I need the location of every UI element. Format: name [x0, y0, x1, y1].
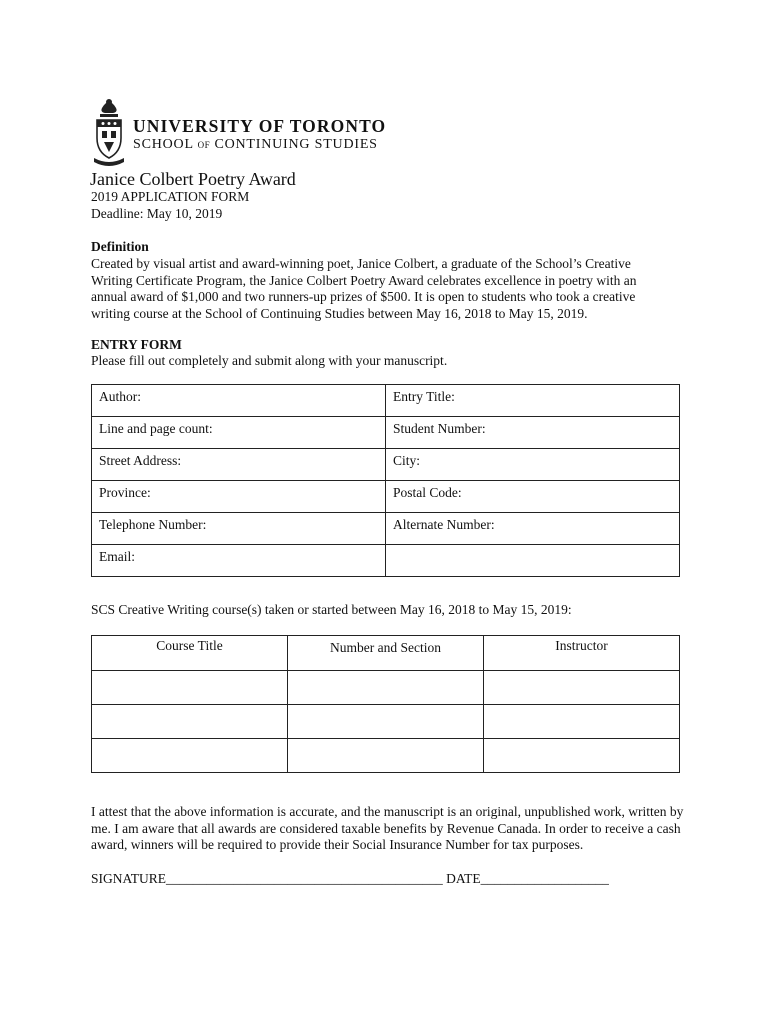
definition-text: Created by visual artist and award-winning poet, Janice Colbert, a graduate of the School’s Creative Writing Certificate Program, the Janice Colbert Poetry Award celebrates excellence in poetry with an annual award of $1,000 and two runners-up prizes of $500. It is open to students who took a creative writing course at the School of Continuing Studies between May 16, 2018 to May 15, 2019.	[91, 256, 637, 321]
instructor-header: Instructor	[484, 636, 680, 671]
entry-instructions: Please fill out completely and submit along with your manuscript.	[91, 353, 448, 368]
university-crest-icon	[94, 96, 124, 166]
telephone-field[interactable]: Telephone Number:	[92, 513, 386, 545]
courses-table	[91, 635, 680, 773]
number-section-header: Number and Section	[288, 636, 484, 671]
instructor-cell[interactable]	[484, 739, 680, 773]
logo-school-name: SCHOOL OF CONTINUING STUDIES	[133, 137, 378, 152]
entry-title-field[interactable]: Entry Title:	[386, 385, 680, 417]
email-field[interactable]: Email:	[92, 545, 386, 577]
entry-form-table	[91, 384, 680, 577]
table-row	[92, 671, 680, 705]
province-field[interactable]: Province:	[92, 481, 386, 513]
award-title: Janice Colbert Poetry Award	[90, 169, 296, 189]
table-row	[92, 739, 680, 773]
number-section-cell[interactable]	[288, 671, 484, 705]
street-address-field[interactable]: Street Address:	[92, 449, 386, 481]
instructor-cell[interactable]	[484, 671, 680, 705]
line-page-count-field[interactable]: Line and page count:	[92, 417, 386, 449]
instructor-cell[interactable]	[484, 705, 680, 739]
course-title-cell[interactable]	[92, 739, 288, 773]
logo-university-name: UNIVERSITY OF TORONTO	[133, 116, 387, 136]
definition-heading: Definition	[91, 239, 149, 254]
form-name: 2019 APPLICATION FORM	[91, 189, 250, 204]
entry-form-heading: ENTRY FORM	[91, 337, 182, 352]
number-section-cell[interactable]	[288, 705, 484, 739]
signature-line[interactable]: SIGNATURE_________________________________________ DATE___________________	[91, 871, 609, 886]
alternate-number-field[interactable]: Alternate Number:	[386, 513, 680, 545]
number-section-cell[interactable]	[288, 739, 484, 773]
student-number-field[interactable]: Student Number:	[386, 417, 680, 449]
courses-intro: SCS Creative Writing course(s) taken or started between May 16, 2018 to May 15, 2019:	[91, 602, 572, 617]
city-field[interactable]: City:	[386, 449, 680, 481]
postal-code-field[interactable]: Postal Code:	[386, 481, 680, 513]
course-title-cell[interactable]	[92, 705, 288, 739]
empty-cell	[386, 545, 680, 577]
table-row	[92, 705, 680, 739]
course-title-cell[interactable]	[92, 671, 288, 705]
author-field[interactable]: Author:	[92, 385, 386, 417]
course-title-header: Course Title	[92, 636, 288, 671]
deadline: Deadline: May 10, 2019	[91, 206, 223, 221]
attestation-text: I attest that the above information is accurate, and the manuscript is an original, unpublished work, written by me. I am aware that all awards are considered taxable benefits by Revenue Canada. In order to receive a cash award, winners will be required to provide their Social Insurance Number for tax purposes.	[91, 804, 684, 852]
